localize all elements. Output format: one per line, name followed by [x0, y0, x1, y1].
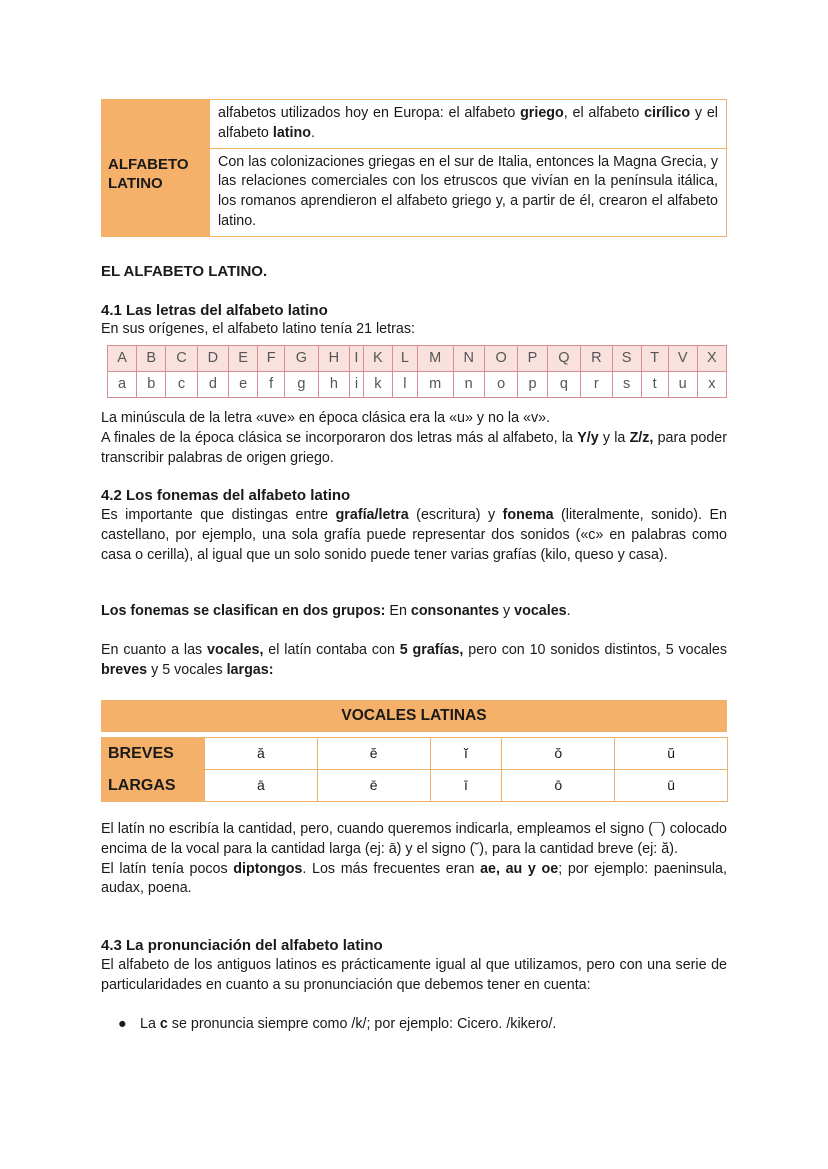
- s41-intro: En sus orígenes, el alfabeto latino tenía 21 letras:: [101, 321, 415, 337]
- uppercase-row: [108, 346, 727, 372]
- heading-4-1: 4.1 Las letras del alfabeto latino: [101, 302, 328, 319]
- vowel-row-breves: [102, 738, 728, 770]
- alphabet-table: [107, 345, 727, 398]
- letter-lower: m: [417, 372, 453, 398]
- intro-table-empty-header: [102, 100, 210, 149]
- letter-upper: V: [668, 346, 697, 372]
- intro-table-cell: Con las colonizaciones griegas en el sur de Italia, entonces la Magna Grecia, y las relaciones comerciales con los etruscos que vivían en la península itálica, los romanos aprendieron el alfabeto griego y, a partir de él, crearon el alfabeto latino.: [210, 148, 727, 236]
- letter-upper: L: [392, 346, 417, 372]
- letter-lower: o: [484, 372, 518, 398]
- letter-lower: g: [285, 372, 319, 398]
- letter-lower: r: [581, 372, 612, 398]
- letter-upper: M: [417, 346, 453, 372]
- letter-lower: d: [197, 372, 228, 398]
- letter-lower: x: [697, 372, 726, 398]
- letter-upper: I: [350, 346, 364, 372]
- letter-upper: H: [318, 346, 349, 372]
- letter-upper: A: [108, 346, 137, 372]
- letter-upper: B: [137, 346, 166, 372]
- letter-lower: k: [363, 372, 392, 398]
- letter-lower: h: [318, 372, 349, 398]
- s42-paragraph-4: El latín no escribía la cantidad, pero, cuando queremos indicarla, empleamos el signo (¯) colocado encima de la vocal para la cantidad larga (ej: ā) y el signo (˘), para la cantidad breve (ej: ă). El latín tenía pocos diptongos. Los más frecuentes eran ae, au y oe; por ejemplo: paeninsula, audax, poena.: [101, 821, 727, 897]
- letter-upper: D: [197, 346, 228, 372]
- letter-lower: e: [229, 372, 258, 398]
- s42-paragraph-3: En cuanto a las vocales, el latín contaba con 5 grafías, pero con 10 sonidos distintos, 5 vocales breves y 5 vocales largas:: [101, 642, 727, 678]
- vowel-cell: ā: [205, 770, 318, 802]
- letter-lower: q: [547, 372, 581, 398]
- intro-table-header: ALFABETO LATINO: [102, 148, 210, 236]
- letter-upper: S: [612, 346, 641, 372]
- vowel-cell: ă: [205, 738, 318, 770]
- vowel-cell: ū: [615, 770, 728, 802]
- vowel-cell: ĭ: [430, 738, 502, 770]
- letter-upper: N: [453, 346, 484, 372]
- vowel-cell: ŏ: [502, 738, 615, 770]
- vowel-cell: ŭ: [615, 738, 728, 770]
- letter-upper: F: [258, 346, 285, 372]
- vowel-row-largas: [102, 770, 728, 802]
- letter-lower: a: [108, 372, 137, 398]
- letter-lower: t: [641, 372, 668, 398]
- vowel-cell: ĕ: [317, 738, 430, 770]
- letter-upper: Q: [547, 346, 581, 372]
- letter-lower: i: [350, 372, 364, 398]
- vowel-table-title: VOCALES LATINAS: [101, 700, 727, 732]
- section-title: EL ALFABETO LATINO.: [101, 263, 268, 280]
- letter-lower: p: [518, 372, 547, 398]
- letter-upper: O: [484, 346, 518, 372]
- s41-paragraph: La minúscula de la letra «uve» en época clásica era la «u» y no la «v». A finales de la época clásica se incorporaron dos letras más al alfabeto, la Y/y y la Z/z, para poder transcribir palabras de origen griego.: [101, 410, 727, 466]
- row-label: LARGAS: [102, 770, 205, 802]
- letter-upper: P: [518, 346, 547, 372]
- letter-upper: C: [166, 346, 197, 372]
- bullet-item: ● La c se pronuncia siempre como /k/; por ejemplo: Cicero. /kikero/.: [118, 1015, 556, 1035]
- vowel-cell: ō: [502, 770, 615, 802]
- heading-4-2: 4.2 Los fonemas del alfabeto latino: [101, 487, 351, 504]
- letter-lower: f: [258, 372, 285, 398]
- letter-upper: K: [363, 346, 392, 372]
- s43-paragraph: El alfabeto de los antiguos latinos es prácticamente igual al que utilizamos, pero con una serie de particularidades en cuanto a su pronunciación que debemos tener en cuenta:: [101, 957, 727, 993]
- letter-lower: u: [668, 372, 697, 398]
- letter-upper: X: [697, 346, 726, 372]
- letter-lower: s: [612, 372, 641, 398]
- s42-paragraph-2: Los fonemas se clasifican en dos grupos: En consonantes y vocales.: [101, 603, 571, 619]
- intro-table: [101, 99, 727, 237]
- s42-paragraph-1: Es importante que distingas entre grafía/letra (escritura) y fonema (literalmente, sonido). En castellano, por ejemplo, una sola grafía puede representar dos sonidos («c» en palabras como casa o cerilla), al igual que un solo sonido puede tener varias grafías (kilo, queso y casa).: [101, 507, 727, 563]
- vowel-table: [101, 737, 728, 802]
- heading-4-3: 4.3 La pronunciación del alfabeto latino: [101, 937, 383, 954]
- intro-table-cell: alfabetos utilizados hoy en Europa: el alfabeto griego, el alfabeto cirílico y el alfabeto latino.: [210, 100, 727, 149]
- letter-upper: T: [641, 346, 668, 372]
- letter-lower: c: [166, 372, 197, 398]
- letter-upper: G: [285, 346, 319, 372]
- vowel-cell: ē: [317, 770, 430, 802]
- row-label: BREVES: [102, 738, 205, 770]
- letter-upper: R: [581, 346, 612, 372]
- lowercase-row: [108, 372, 727, 398]
- bullet-icon: ●: [118, 1016, 127, 1032]
- vowel-cell: ī: [430, 770, 502, 802]
- letter-lower: l: [392, 372, 417, 398]
- letter-lower: n: [453, 372, 484, 398]
- letter-upper: E: [229, 346, 258, 372]
- letter-lower: b: [137, 372, 166, 398]
